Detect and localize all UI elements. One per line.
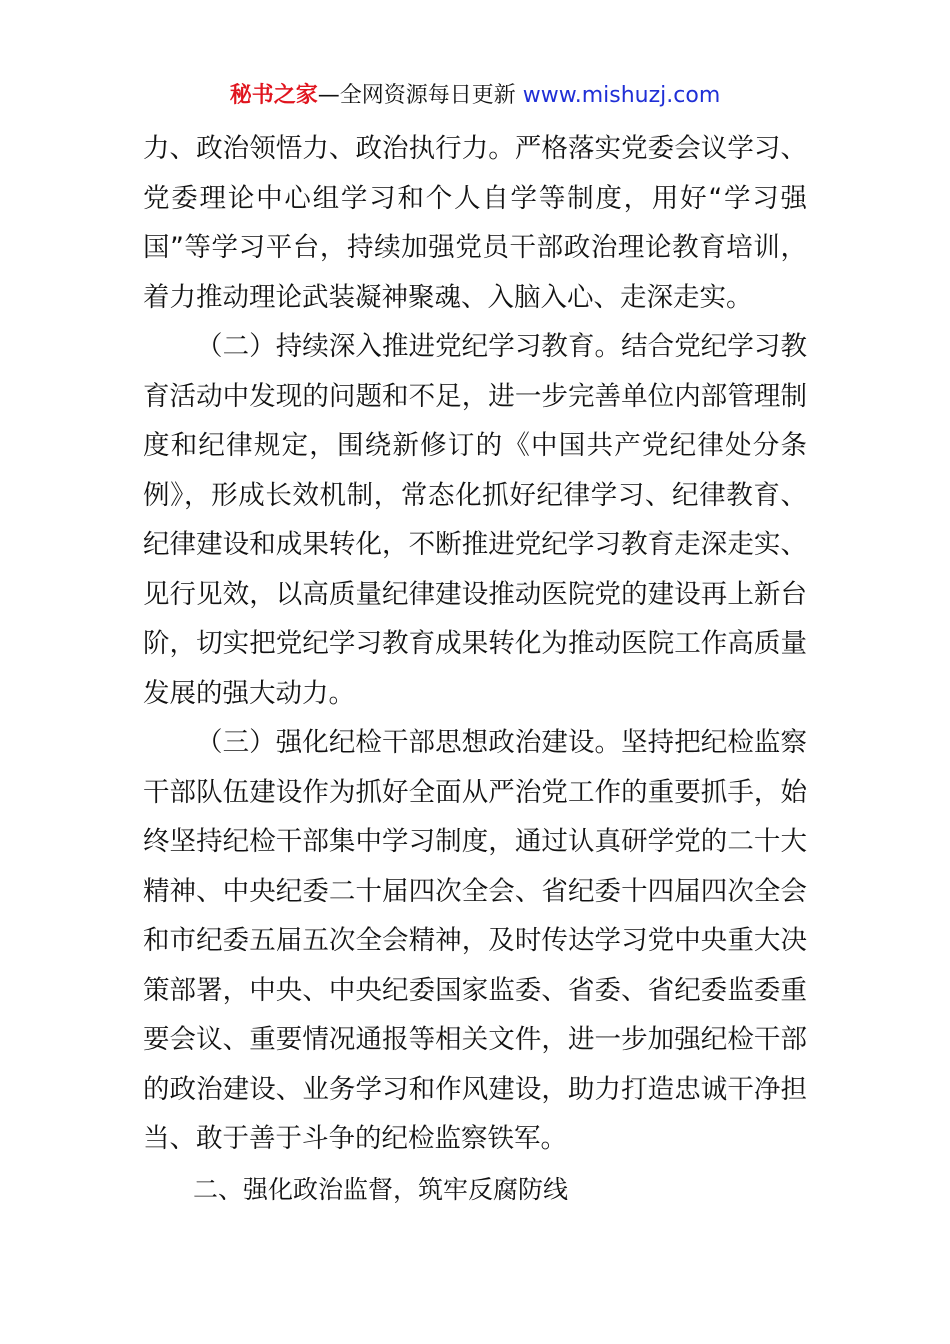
paragraph-inspection-cadre-building: （三）强化纪检干部思想政治建设。坚持把纪检监察干部队伍建设作为抓好全面从严治党工作的重要抓手，始终坚持纪检干部集中学习制度，通过认真研学党的二十大精神、中央纪委二十届四次全会、省纪委十四届四次全会和市纪委五届五次全会精神，及时传达学习党中央重大决策部署，中央、中央纪委国家监委、省委、省纪委监委重要会议、重要情况通报等相关文件，进一步加强纪检干部的政治建设、业务学习和作风建设，助力打造忠诚干净担当、敢于善于斗争的纪检监察铁军。 (143, 727, 807, 1154)
paragraph-party-discipline-education: （二）持续深入推进党纪学习教育。结合党纪学习教育活动中发现的问题和不足，进一步完善单位内部管理制度和纪律规定，围绕新修订的《中国共产党纪律处分条例》，形成长效机制，常态化抓好纪律学习、纪律教育、纪律建设和成果转化，不断推进党纪学习教育走深走实、见行见效，以高质量纪律建设推动医院党的建设再上新台阶，切实把党纪学习教育成果转化为推动医院工作高质量发展的强大动力。 (143, 331, 807, 709)
site-url-link[interactable]: www.mishuzj.com (522, 83, 721, 108)
site-brand: 秘书之家 (229, 83, 318, 108)
site-slogan: —全网资源每日更新 (317, 83, 523, 108)
section-heading-political-supervision: 二、强化政治监督，筑牢反腐防线 (193, 1174, 569, 1204)
paragraph-continuation: 力、政治领悟力、政治执行力。严格落实党委会议学习、党委理论中心组学习和个人自学等制度，用好“学习强国”等学习平台，持续加强党员干部政治理论教育培训，着力推动理论武装凝神聚魂、入脑入心、走深走实。 (143, 133, 807, 313)
document-body (143, 124, 807, 1214)
site-header (0, 80, 950, 112)
